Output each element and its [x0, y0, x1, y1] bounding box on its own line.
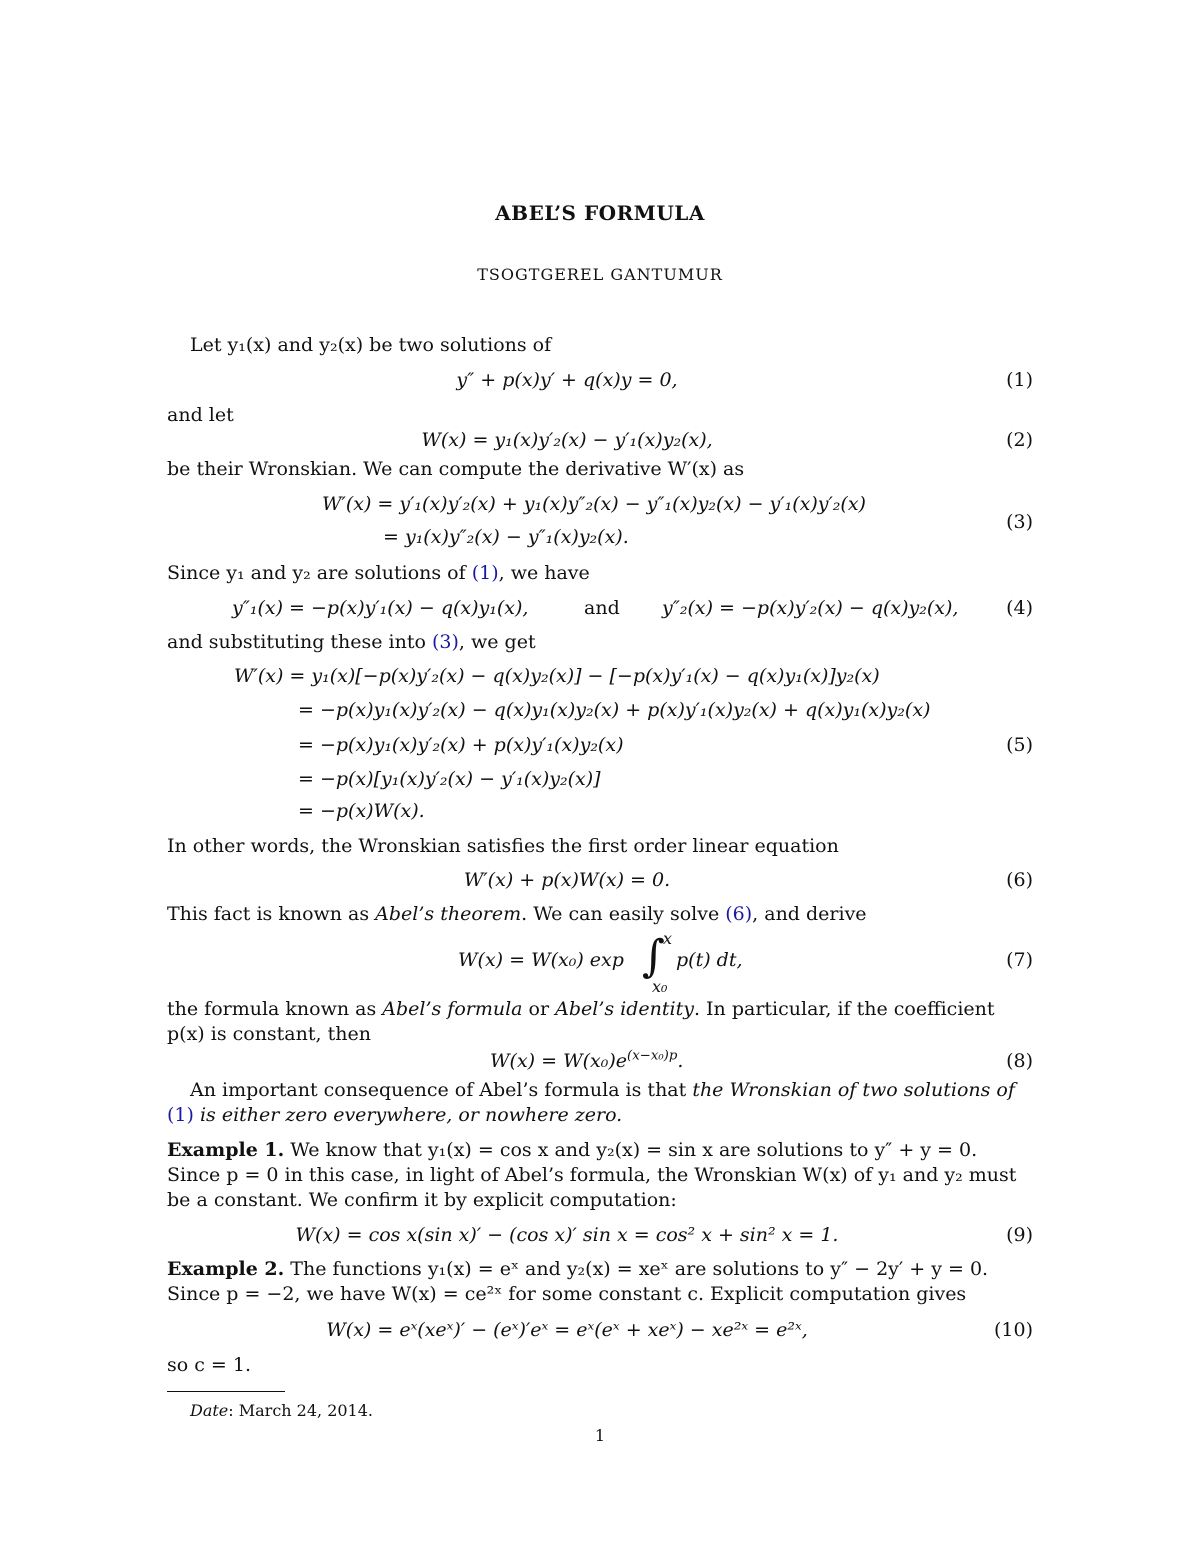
- equation-8-exponent: (x−x₀)p: [627, 1048, 678, 1064]
- paragraph-consequence: [167, 1078, 1033, 1128]
- example-2-text: The functions y₁(x) = eˣ and y₂(x) = xeˣ are solutions to y″ − 2y′ + y = 0. Since p = −2, we have W(x) = ce²ˣ for some constant c. Explicit computation gives: [167, 1258, 989, 1305]
- text-span: , we get: [458, 631, 536, 653]
- paragraph-conclusion: so c = 1.: [167, 1354, 251, 1376]
- example-1-text: We know that y₁(x) = cos x and y₂(x) = sin x are solutions to y″ + y = 0. Since p = 0 in this case, in light of Abel’s formula, the Wronskian W(x) of y₁ and y₂ must be a constant. We confirm it by explicit computation:: [167, 1139, 1017, 1211]
- equation-5-line-2: = −p(x)y₁(x)y′₂(x) − q(x)y₁(x)y₂(x) + p(x)y′₁(x)y₂(x) + q(x)y₁(x)y₂(x): [298, 699, 931, 721]
- equation-4-and: and: [584, 597, 620, 619]
- equation-number-8: (8): [1006, 1050, 1033, 1072]
- example-2: [167, 1257, 1033, 1307]
- example-1: [167, 1138, 1033, 1213]
- equation-10: W(x) = eˣ(xeˣ)′ − (eˣ)′eˣ = eˣ(eˣ + xeˣ) − xe²ˣ = e²ˣ,: [326, 1319, 808, 1341]
- text-span: and substituting these into: [167, 631, 432, 653]
- equation-9: W(x) = cos x(sin x)′ − (cos x)′ sin x = cos² x + sin² x = 1.: [295, 1224, 839, 1246]
- equation-number-7: (7): [1006, 949, 1033, 971]
- text-span: the formula known as: [167, 998, 383, 1020]
- author-name: TSOGTGEREL GANTUMUR: [477, 265, 723, 284]
- term-abels-identity: Abel’s identity: [555, 998, 694, 1020]
- paragraph-since: [167, 561, 1033, 586]
- equation-number-1: (1): [1006, 369, 1033, 391]
- text-span: or: [522, 998, 556, 1020]
- emphasis-text: the Wronskian of two solutions of: [692, 1079, 1015, 1101]
- equation-5-line-4: = −p(x)[y₁(x)y′₂(x) − y′₁(x)y₂(x)]: [298, 768, 601, 790]
- equation-ref-1b[interactable]: (1): [167, 1104, 194, 1126]
- paragraph-and-let: and let: [167, 404, 234, 426]
- equation-number-9: (9): [1006, 1224, 1033, 1246]
- paragraph-abels-formula: [167, 997, 1033, 1047]
- paper-title: ABEL’S FORMULA: [495, 201, 705, 225]
- text-span: An important consequence of Abel’s formula is that: [190, 1079, 693, 1101]
- text-span: . In particular, if the coefficient p(x) is constant, then: [167, 998, 995, 1045]
- equation-3-line-2: = y₁(x)y″₂(x) − y″₁(x)y₂(x).: [383, 526, 629, 548]
- paragraph-abels-theorem: [167, 902, 1033, 927]
- equation-number-3: (3): [1006, 511, 1033, 533]
- text-span: . We can easily solve: [521, 903, 726, 925]
- paragraph-substituting: [167, 630, 1033, 655]
- footnote-date-label: Date: [190, 1401, 229, 1420]
- equation-4-left: y″₁(x) = −p(x)y′₁(x) − q(x)y₁(x),: [232, 597, 529, 619]
- equation-ref-6[interactable]: (6): [725, 903, 753, 925]
- example-1-label: Example 1.: [167, 1139, 285, 1161]
- integral-sign: ∫: [642, 931, 665, 982]
- equation-7-lhs: W(x) = W(x₀) exp: [458, 949, 624, 971]
- equation-8: [490, 1049, 683, 1074]
- equation-1: y″ + p(x)y′ + q(x)y = 0,: [456, 369, 678, 391]
- equation-number-10: (10): [993, 1319, 1033, 1341]
- text-span: , we have: [498, 562, 590, 584]
- equation-ref-1[interactable]: (1): [471, 562, 499, 584]
- footnote-date: [190, 1398, 373, 1423]
- footnote-rule: [167, 1391, 285, 1392]
- term-abels-formula: Abel’s formula: [382, 998, 523, 1020]
- equation-4-right: y″₂(x) = −p(x)y′₂(x) − q(x)y₂(x),: [662, 597, 959, 619]
- footnote-date-value: : March 24, 2014.: [228, 1401, 373, 1420]
- equation-number-4: (4): [1006, 597, 1033, 619]
- equation-ref-3[interactable]: (3): [431, 631, 459, 653]
- page-number: 1: [594, 1426, 606, 1445]
- equation-number-5: (5): [1006, 734, 1033, 756]
- paragraph-intro: Let y₁(x) and y₂(x) be two solutions of: [190, 334, 552, 356]
- equation-7-integrand: p(t) dt,: [676, 949, 743, 971]
- paragraph-wronskian: be their Wronskian. We can compute the derivative W′(x) as: [167, 458, 745, 480]
- term-abels-theorem: Abel’s theorem: [375, 903, 522, 925]
- equation-number-2: (2): [1006, 429, 1033, 451]
- equation-5-line-1: W′(x) = y₁(x)[−p(x)y′₂(x) − q(x)y₂(x)] − [−p(x)y′₁(x) − q(x)y₁(x)]y₂(x): [234, 665, 880, 687]
- example-2-label: Example 2.: [167, 1258, 285, 1280]
- integral-upper-limit: x: [663, 929, 673, 948]
- equation-2: W(x) = y₁(x)y′₂(x) − y′₁(x)y₂(x),: [421, 429, 713, 451]
- emphasis-text-2: is either zero everywhere, or nowhere zero.: [193, 1104, 623, 1126]
- equation-8-period: .: [677, 1050, 684, 1072]
- paragraph-in-other-words: In other words, the Wronskian satisfies the first order linear equation: [167, 835, 839, 857]
- integral-lower-limit: x₀: [652, 977, 668, 996]
- equation-number-6: (6): [1006, 869, 1033, 891]
- equation-6: W′(x) + p(x)W(x) = 0.: [463, 869, 671, 891]
- text-span: This fact is known as: [167, 903, 376, 925]
- equation-5-line-3: = −p(x)y₁(x)y′₂(x) + p(x)y′₁(x)y₂(x): [298, 734, 624, 756]
- equation-5-line-5: = −p(x)W(x).: [298, 800, 425, 822]
- text-span: , and derive: [752, 903, 867, 925]
- text-span: Since y₁ and y₂ are solutions of: [167, 562, 472, 584]
- equation-8-base: W(x) = W(x₀)e: [490, 1050, 627, 1072]
- equation-3-line-1: W′(x) = y′₁(x)y′₂(x) + y₁(x)y″₂(x) − y″₁(x)y₂(x) − y′₁(x)y′₂(x): [322, 493, 866, 515]
